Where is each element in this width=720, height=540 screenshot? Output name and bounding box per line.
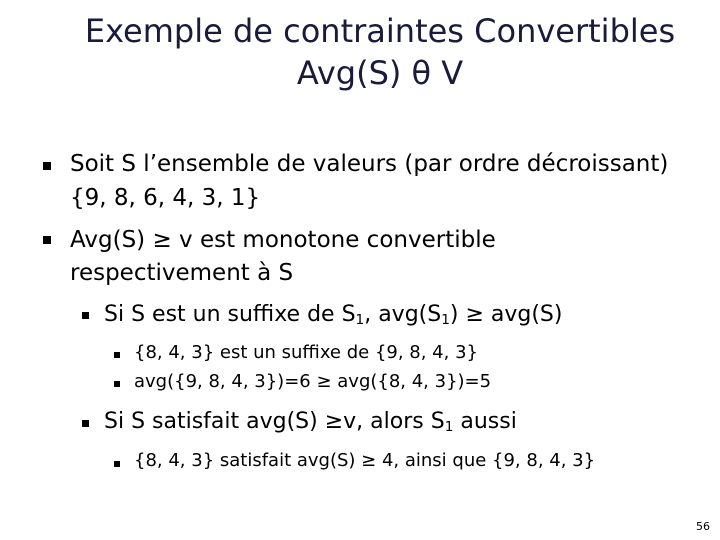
subscript-b: 1 (441, 312, 450, 328)
sub-bullet-1 (104, 300, 562, 330)
sub-sub-bullet-2: avg({9, 8, 4, 3})=6 ≥ avg({8, 4, 3})=5 (134, 371, 492, 392)
sub-sub-bullet-3: {8, 4, 3} satisfait avg(S) ≥ 4, ainsi que {9, 8, 4, 3} (134, 450, 596, 471)
bullet-1-line-2: {9, 8, 6, 4, 3, 1} (70, 185, 261, 211)
bullet-2-line-1: Avg(S) ≥ v est monotone convertible (70, 227, 496, 253)
bullet-square-icon (114, 352, 120, 358)
sub-bullet-2-text-a: Si S satisfait avg(S) ≥v, alors S (104, 409, 445, 434)
subscript-a: 1 (355, 312, 365, 328)
sub-bullet-1-text-a: Si S est un suffixe de S (104, 302, 356, 327)
sub-bullet-1-text-c: ) ≥ avg(S) (449, 302, 563, 327)
sub-bullet-1-text-b: , avg(S (364, 302, 442, 327)
title-line-2: Avg(S) θ V (296, 54, 464, 92)
bullet-square-icon (43, 162, 51, 170)
bullet-square-icon (114, 461, 120, 467)
title-line-1: Exemple de contraintes Convertibles (84, 12, 676, 50)
bullet-square-icon (43, 236, 51, 244)
bullet-1-line-1: Soit S l’ensemble de valeurs (par ordre décroissant) (70, 151, 669, 177)
sub-bullet-2-text-b: aussi (453, 409, 517, 434)
sub-bullet-2 (104, 407, 517, 437)
bullet-2-line-2: respectivement à S (70, 260, 294, 286)
page-number: 56 (696, 520, 710, 533)
bullet-square-icon (82, 312, 89, 319)
sub-sub-bullet-1: {8, 4, 3} est un suffixe de {9, 8, 4, 3} (134, 342, 478, 363)
subscript-c: 1 (444, 419, 454, 435)
bullet-square-icon (82, 420, 89, 427)
bullet-square-icon (114, 381, 120, 387)
